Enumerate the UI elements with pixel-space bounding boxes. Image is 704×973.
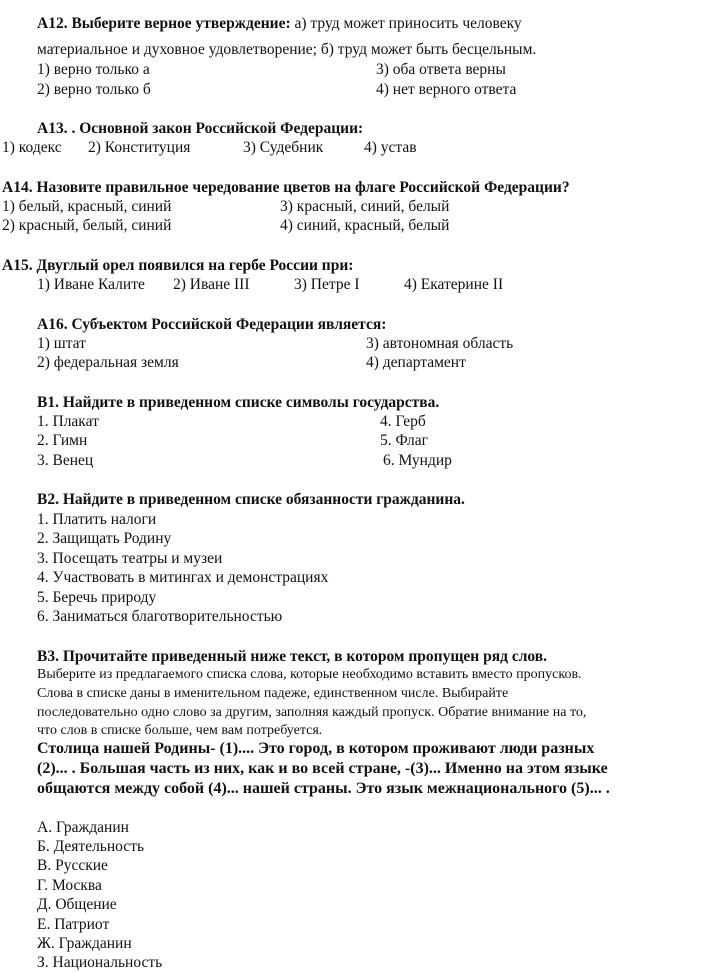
b3-word-2: Б. Деятельность bbox=[37, 838, 145, 855]
a12-option-4: 4) нет верного ответа bbox=[376, 81, 517, 98]
a15-title: А15. Двуглый орел появился на гербе России при: bbox=[2, 257, 354, 274]
a16-option-2: 2) федеральная земля bbox=[37, 354, 179, 371]
a15-option-2: 2) Иване III bbox=[173, 276, 250, 293]
b3-passage-line-1: Столица нашей Родины- (1).... Это город, в котором проживают люди разных bbox=[37, 740, 595, 757]
b3-instruction-2: Слова в списке даны в именительном падеже, единственном числе. Выбирайте bbox=[37, 686, 509, 701]
a12-label: А12. bbox=[37, 15, 68, 32]
a15-option-1: 1) Иване Калите bbox=[37, 276, 145, 293]
a12-text-1: а) труд может приносить человеку bbox=[294, 15, 522, 32]
b3-word-6: Е. Патриот bbox=[37, 916, 110, 933]
b1-title: В1. Найдите в приведенном списке символы государства. bbox=[37, 394, 440, 411]
a13-option-1: 1) кодекс bbox=[2, 139, 62, 156]
b2-item-6: 6. Заниматься благотворительностью bbox=[37, 608, 283, 625]
b3-word-3: В. Русские bbox=[37, 857, 108, 874]
a16-title: А16. Субъектом Российской Федерации является: bbox=[37, 316, 387, 333]
a12-option-1: 1) верно только а bbox=[37, 61, 150, 78]
a15-option-4: 4) Екатерине II bbox=[404, 276, 504, 293]
b1-item-4: 4. Герб bbox=[380, 413, 426, 430]
a16-option-4: 4) департамент bbox=[366, 354, 466, 371]
a13-title: А13. . Основной закон Российской Федерации: bbox=[37, 120, 364, 137]
a13-option-2: 2) Конституция bbox=[88, 139, 191, 156]
b3-word-5: Д. Общение bbox=[37, 896, 117, 913]
b2-item-5: 5. Беречь природу bbox=[37, 589, 157, 606]
b2-item-2: 2. Защищать Родину bbox=[37, 530, 172, 547]
a12-option-3: 3) оба ответа верны bbox=[376, 61, 506, 78]
a12-question: Выберите верное утверждение: bbox=[71, 15, 291, 32]
b3-passage-line-3: общаются между собой (4)... нашей страны. Это язык межнационального (5)... . bbox=[37, 780, 610, 797]
a14-option-3: 3) красный, синий, белый bbox=[280, 198, 450, 215]
a13-option-3: 3) Судебник bbox=[243, 139, 324, 156]
b3-word-1: А. Гражданин bbox=[37, 819, 129, 836]
a12-line-1 bbox=[37, 14, 522, 33]
a14-title: А14. Назовите правильное чередование цветов на флаге Российской Федерации? bbox=[2, 179, 570, 196]
b3-word-4: Г. Москва bbox=[37, 877, 102, 894]
b3-instruction-1: Выберите из предлагаемого списка слова, которые необходимо вставить вместо пропусков. bbox=[37, 667, 582, 682]
b2-item-3: 3. Посещать театры и музеи bbox=[37, 550, 223, 567]
b2-item-4: 4. Участвовать в митингах и демонстрациях bbox=[37, 569, 329, 586]
b1-item-6: 6. Мундир bbox=[383, 452, 452, 469]
a13-option-4: 4) устав bbox=[364, 139, 417, 156]
b3-instruction-4: что слов в списке больше, чем вам потребуется. bbox=[37, 723, 323, 738]
b1-item-2: 2. Гимн bbox=[37, 432, 88, 449]
b3-passage-line-2: (2)... . Большая часть из них, как и во всей стране, -(3)... Именно на этом языке bbox=[37, 760, 608, 777]
b3-word-7: Ж. Гражданин bbox=[37, 935, 132, 952]
a14-option-2: 2) красный, белый, синий bbox=[2, 217, 172, 234]
b3-word-8: З. Национальность bbox=[37, 954, 163, 971]
b2-title: В2. Найдите в приведенном списке обязанности гражданина. bbox=[37, 491, 465, 508]
b1-item-1: 1. Плакат bbox=[37, 413, 99, 430]
a14-option-1: 1) белый, красный, синий bbox=[2, 198, 172, 215]
a16-option-3: 3) автономная область bbox=[366, 335, 514, 352]
a16-option-1: 1) штат bbox=[37, 335, 86, 352]
b3-title: В3. Прочитайте приведенный ниже текст, в котором пропущен ряд слов. bbox=[37, 648, 548, 665]
b2-item-1: 1. Платить налоги bbox=[37, 511, 157, 528]
a12-option-2: 2) верно только б bbox=[37, 81, 151, 98]
a12-text-2: материальное и духовное удовлетворение; б) труд может быть бесцельным. bbox=[37, 41, 537, 58]
a14-option-4: 4) синий, красный, белый bbox=[280, 217, 450, 234]
a15-option-3: 3) Петре I bbox=[294, 276, 360, 293]
b1-item-5: 5. Флаг bbox=[380, 432, 428, 449]
b3-instruction-3: последовательно одно слово за другим, заполняя каждый пропуск. Обратие внимание на то, bbox=[37, 705, 587, 720]
b1-item-3: 3. Венец bbox=[37, 452, 94, 469]
